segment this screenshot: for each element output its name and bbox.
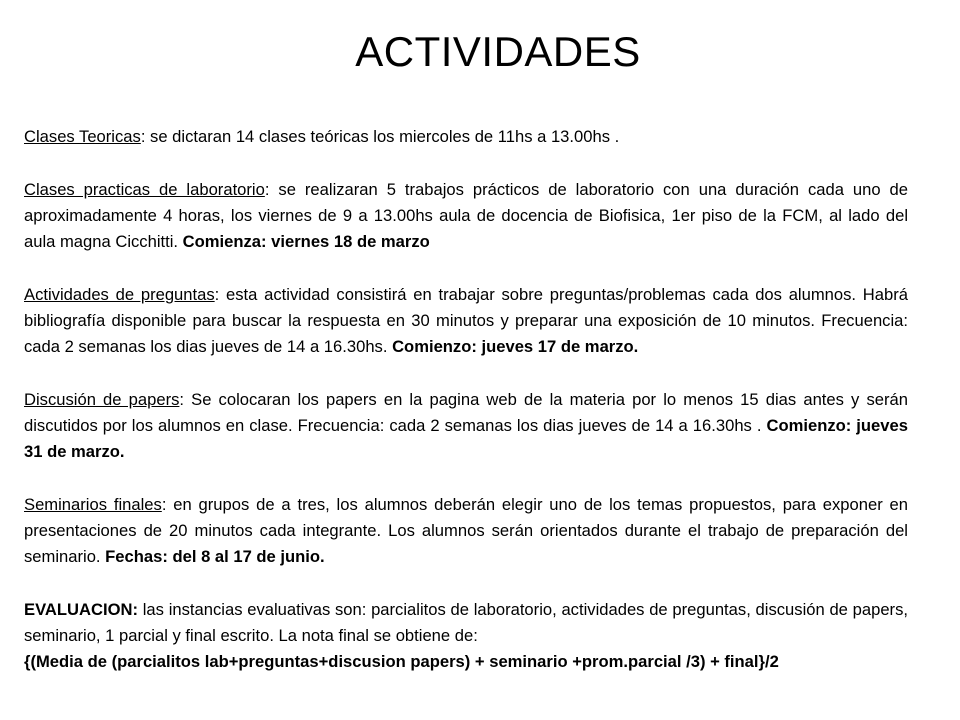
section-actividades-preguntas — [24, 282, 908, 360]
evaluacion-label: EVALUACION: — [24, 600, 139, 619]
section-body: : Se colocaran los papers en la pagina web de la materia por lo menos 15 dias antes y serán discutidos por los alumnos en clase. Frecuencia: cada 2 semanas los dias jueves de 14 a 16.30hs . — [24, 390, 908, 435]
section-discusion-papers — [24, 387, 908, 465]
section-evaluacion — [24, 597, 908, 649]
section-emphasis: Comienzo: jueves 31 de marzo. — [24, 416, 908, 461]
section-seminarios-finales — [24, 492, 908, 570]
section-emphasis: Comienzo: jueves 17 de marzo. — [392, 337, 639, 356]
section-clases-teoricas — [24, 124, 908, 150]
section-clases-practicas — [24, 177, 908, 255]
section-heading: Discusión de papers — [24, 390, 180, 409]
slide-content — [24, 124, 908, 675]
section-body: : se dictaran 14 clases teóricas los miercoles de 11hs a 13.00hs . — [140, 127, 620, 146]
section-heading: Clases practicas de laboratorio — [24, 180, 265, 199]
slide-title: ACTIVIDADES — [355, 28, 641, 75]
section-heading: Actividades de preguntas — [24, 285, 215, 304]
section-body: : en grupos de a tres, los alumnos deberán elegir uno de los temas propuestos, para exponer en presentaciones de 20 minutos cada integrante. Los alumnos serán orientados durante el trabajo de preparación del seminario. — [24, 495, 909, 566]
section-body: : se realizaran 5 trabajos prácticos de laboratorio con una duración cada uno de aproximadamente 4 horas, los viernes de 9 a 13.00hs aula de docencia de Biofisica, 1er piso de la FCM, al lado del aula magna Cicchitti. — [24, 180, 908, 251]
section-emphasis: Fechas: del 8 al 17 de junio. — [105, 547, 325, 566]
section-heading: Clases Teoricas — [24, 127, 141, 146]
evaluacion-formula: {(Media de (parcialitos lab+preguntas+discusion papers) + seminario +prom.parcial /3) + final}/2 — [24, 652, 779, 671]
evaluacion-body: las instancias evaluativas son: parcialitos de laboratorio, actividades de preguntas, discusión de papers, seminario, 1 parcial y final escrito. La nota final se obtiene de: — [24, 600, 908, 645]
section-heading: Seminarios finales — [24, 495, 162, 514]
section-emphasis: Comienza: viernes 18 de marzo — [182, 232, 430, 251]
section-body: : esta actividad consistirá en trabajar sobre preguntas/problemas cada dos alumnos. Habrá bibliografía disponible para buscar la respuesta en 30 minutos y preparar una exposición de 10 minutos. Frecuencia: cada 2 semanas los dias jueves de 14 a 16.30hs. — [24, 285, 908, 356]
